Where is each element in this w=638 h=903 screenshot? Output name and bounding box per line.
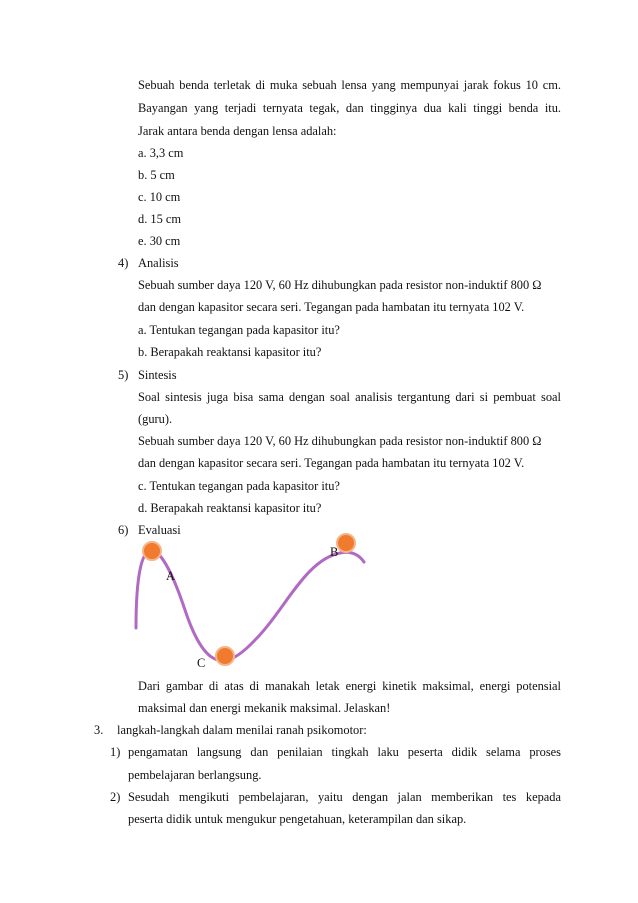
ball-b [337,534,355,552]
ball-a [143,542,161,560]
evaluasi-number: 6) [118,523,129,537]
psikomotor-number: 3. [94,723,104,737]
psikomotor-item-2-line-1: Sesudah mengikuti pembelajaran, yaitu dengan jalan memberikan tes kepada [128,790,561,804]
lens-question-line-1: Sebuah benda terletak di muka sebuah lensa yang mempunyai jarak fokus 10 cm. [138,78,561,92]
track-curve [136,550,364,660]
sintesis-line-1: Soal sintesis juga bisa sama dengan soal analisis tergantung dari si pembuat soal [138,390,561,404]
sintesis-title: Sintesis [138,368,177,382]
ball-c [216,647,234,665]
psikomotor-item-1-line-2: pembelajaran berlangsung. [128,768,262,782]
sintesis-line-2: (guru). [138,412,173,426]
evaluasi-line-2: maksimal dan energi mekanik maksimal. Jelaskan! [138,701,391,715]
lens-question-line-2: Bayangan yang terjadi ternyata tegak, dan tingginya dua kali tinggi benda itu. [138,101,561,115]
analisis-number: 4) [118,256,129,270]
sintesis-line-3: Sebuah sumber daya 120 V, 60 Hz dihubungkan pada resistor non-induktif 800 Ω [138,434,542,448]
sintesis-option-c: c. Tentukan tegangan pada kapasitor itu? [138,479,340,493]
evaluasi-title: Evaluasi [138,523,181,537]
psikomotor-item-1-line-1: pengamatan langsung dan penilaian tingkah laku peserta didik selama proses [128,745,561,759]
psikomotor-title: langkah-langkah dalam menilai ranah psikomotor: [117,723,367,737]
analisis-line-1: Sebuah sumber daya 120 V, 60 Hz dihubungkan pada resistor non-induktif 800 Ω [138,278,542,292]
lens-option-d: d. 15 cm [138,212,182,226]
lens-option-c: c. 10 cm [138,190,181,204]
sintesis-option-d: d. Berapakah reaktansi kapasitor itu? [138,501,322,515]
label-b: B [330,545,339,559]
analisis-option-a: a. Tentukan tegangan pada kapasitor itu? [138,323,340,337]
lens-option-a: a. 3,3 cm [138,146,184,160]
lens-option-e: e. 30 cm [138,234,181,248]
psikomotor-item-2-line-2: peserta didik untuk mengukur pengetahuan, keterampilan dan sikap. [128,812,467,826]
psikomotor-item-2-number: 2) [110,790,121,804]
evaluasi-line-1: Dari gambar di atas di manakah letak energi kinetik maksimal, energi potensial [138,679,561,693]
sintesis-number: 5) [118,368,129,382]
lens-question-line-3: Jarak antara benda dengan lensa adalah: [138,124,337,138]
psikomotor-item-1-number: 1) [110,745,121,759]
sintesis-line-4: dan dengan kapasitor secara seri. Tegangan pada hambatan itu ternyata 102 V. [138,456,525,470]
label-a: A [166,569,175,583]
label-c: C [197,656,206,670]
analisis-option-b: b. Berapakah reaktansi kapasitor itu? [138,345,322,359]
lens-option-b: b. 5 cm [138,168,175,182]
analisis-line-2: dan dengan kapasitor secara seri. Tegangan pada hambatan itu ternyata 102 V. [138,300,525,314]
analisis-title: Analisis [138,256,179,270]
